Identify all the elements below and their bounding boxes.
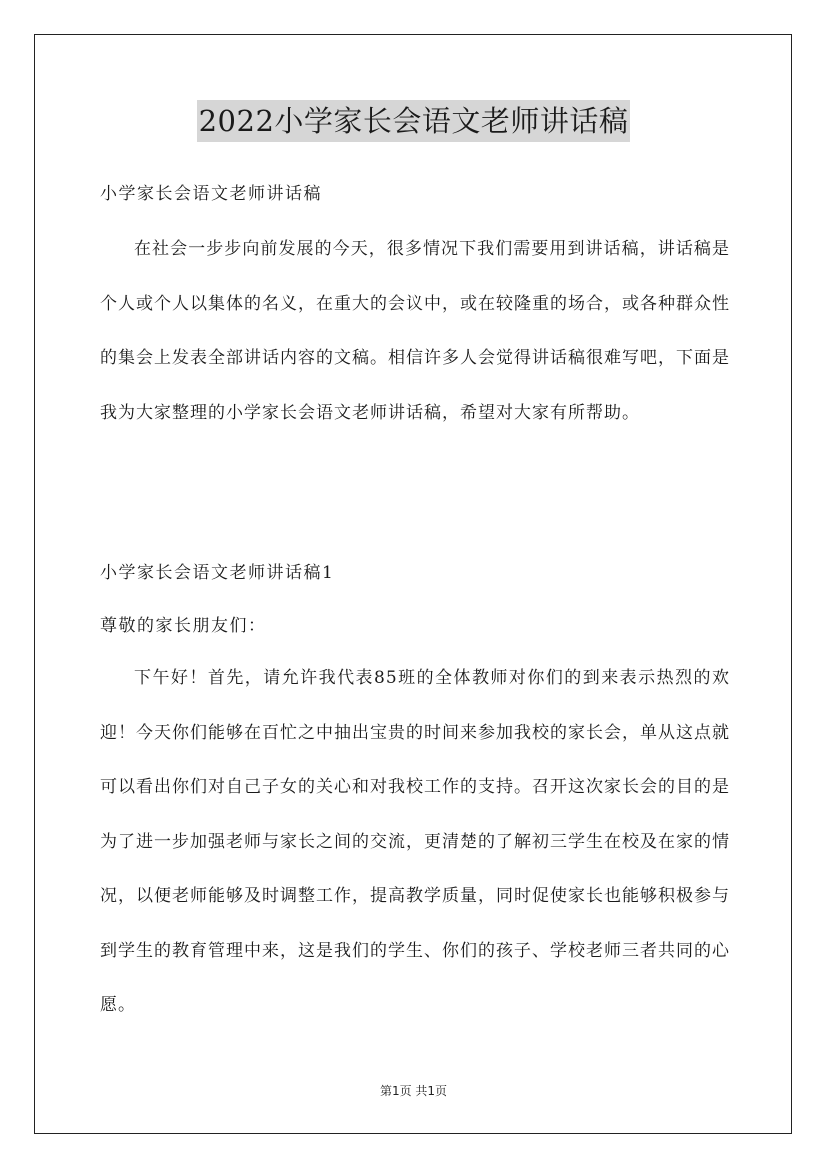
- section-title: 小学家长会语文老师讲话稿1: [100, 563, 335, 583]
- salutation: 尊敬的家长朋友们：: [100, 616, 267, 636]
- intro-paragraph: 在社会一步步向前发展的今天，很多情况下我们需要用到讲话稿，讲话稿是个人或个人以集体的名义，在重大的会议中，或在较隆重的场合，或各种群众性的集会上发表全部讲话内容的文稿。相信许多人会觉得讲话稿很难写吧，下面是我为大家整理的小学家长会语文老师讲话稿，希望对大家有所帮助。: [100, 239, 730, 423]
- body-paragraph: 下午好！首先，请允许我代表85班的全体教师对你们的到来表示热烈的欢迎！今天你们能够在百忙之中抽出宝贵的时间来参加我校的家长会，单从这点就可以看出你们对自己子女的关心和对我校工作的支持。召开这次家长会的目的是为了进一步加强老师与家长之间的交流，更清楚的了解初三学生在校及在家的情况，以便老师能够及时调整工作，提高教学质量，同时促使家长也能够积极参与到学生的教育管理中来，这是我们的学生、你们的孩子、学校老师三者共同的心愿。: [100, 668, 730, 1015]
- document-subtitle: 小学家长会语文老师讲话稿: [100, 184, 322, 204]
- page-footer: 第1页 共1页: [379, 1084, 448, 1098]
- title-container: [0, 100, 827, 142]
- document-title: 2022小学家长会语文老师讲话稿: [197, 100, 631, 142]
